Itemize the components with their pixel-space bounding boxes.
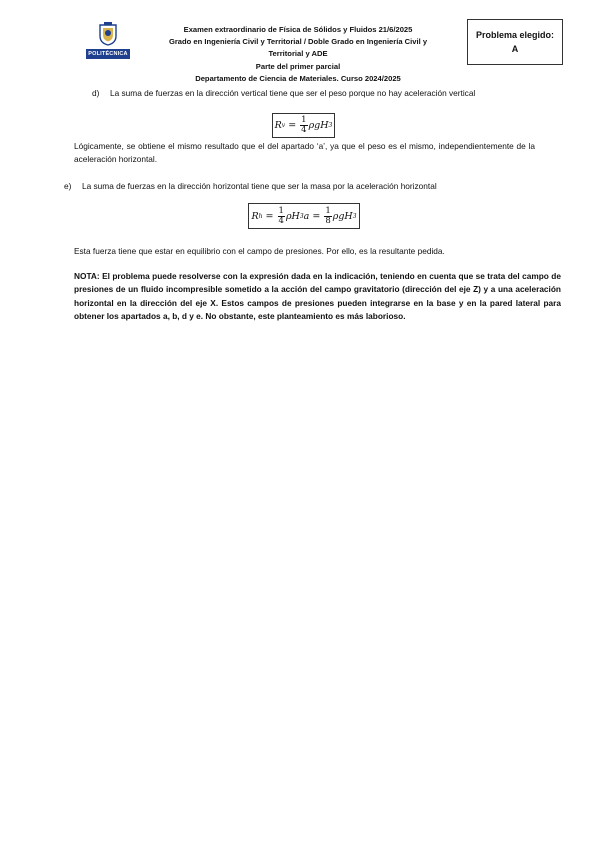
eq-rh-fraction-1 xyxy=(278,207,285,226)
header-line-1: Examen extraordinario de Física de Sólidos y Fluidos 21/6/2025 xyxy=(183,25,413,34)
eq-rh-mid-tail: a xyxy=(303,210,310,222)
equation-rv: R v = $\frac{1}{4}$ ρgH 3 xyxy=(272,113,335,138)
eq-rv-fraction xyxy=(300,116,307,135)
eq-rh-fraction-2 xyxy=(324,207,331,226)
section-d-label: d) xyxy=(92,88,100,98)
document-header xyxy=(148,24,448,85)
section-e-text: La suma de fuerzas en la dirección horizontal tiene que ser la masa por la aceleración horizontal xyxy=(82,181,437,191)
chosen-problem-value: A xyxy=(511,44,519,54)
eq-rh-frac1-den: 4 xyxy=(278,215,284,226)
logo-text: POLITÉCNICA xyxy=(86,49,130,59)
eq-rh-frac2-den: 8 xyxy=(325,215,331,226)
eq-rh-rhs-sup: 3 xyxy=(352,212,357,220)
eq-rv-frac-den: 4 xyxy=(301,125,307,135)
note-paragraph: NOTA: El problema puede resolverse con la expresión dada en la indicación, teniendo en cuenta que se trata del campo de presiones de un fluido incompresible sometido a la acción del campo gravitatorio (dirección del eje Z) y a una aceleración horizontal en la dirección del eje X. Estos campos de presiones pueden integrarse en la base y en la pared lateral para obtener los apartados a, b, d y e. No obstante, este planteamiento es más laborioso. xyxy=(74,271,561,322)
header-line-4: Parte del primer parcial xyxy=(255,61,341,71)
eq-rv-sup: 3 xyxy=(328,122,333,129)
section-d-text-block xyxy=(92,87,534,100)
header-line-5: Departamento de Ciencia de Materiales. Curso 2024/2025 xyxy=(195,73,401,83)
eq-rv-sub: v xyxy=(281,122,286,129)
section-d-explanation: Lógicamente, se obtiene el mismo resultado que el del apartado ‘a’, ya que el peso es el mismo, independientemente de la aceleración horizontal. xyxy=(74,141,535,165)
crest-icon xyxy=(98,22,118,46)
eq-rh-mid: ρH xyxy=(285,210,300,222)
chosen-problem-label: Problema elegido: xyxy=(475,30,555,40)
chosen-problem-box xyxy=(467,19,563,65)
eq-rh-sub: h xyxy=(258,212,263,220)
section-e-label: e) xyxy=(64,181,72,191)
eq-rv-lhs: R xyxy=(274,120,282,131)
eq-rv-rhs: ρgH xyxy=(308,120,329,131)
eq-rh-frac2-num: 1 xyxy=(325,205,331,216)
eq-rh-lhs: R xyxy=(251,210,259,222)
header-line-2: Grado en Ingeniería Civil y Territorial / Doble Grado en Ingeniería Civil y xyxy=(168,37,428,47)
section-d-text: La suma de fuerzas en la dirección vertical tiene que ser el peso porque no hay aceleración vertical xyxy=(110,88,476,98)
section-e-text-block xyxy=(64,180,552,193)
equation-rh: R h = $\frac{1}{4}$ ρH 3 a = $\frac{1}{8}$ ρgH 3 xyxy=(248,203,360,229)
eq-rh-mid-sup: 3 xyxy=(299,212,304,220)
eq-rv-frac-num: 1 xyxy=(301,115,307,125)
eq-rh-rhs: ρgH xyxy=(332,210,353,222)
eq-rh-frac1-num: 1 xyxy=(278,205,284,216)
university-logo xyxy=(86,22,130,62)
section-e-explanation: Esta fuerza tiene que estar en equilibrio con el campo de presiones. Por ello, es la resultante pedida. xyxy=(74,246,445,256)
header-line-3: Territorial y ADE xyxy=(268,49,328,59)
